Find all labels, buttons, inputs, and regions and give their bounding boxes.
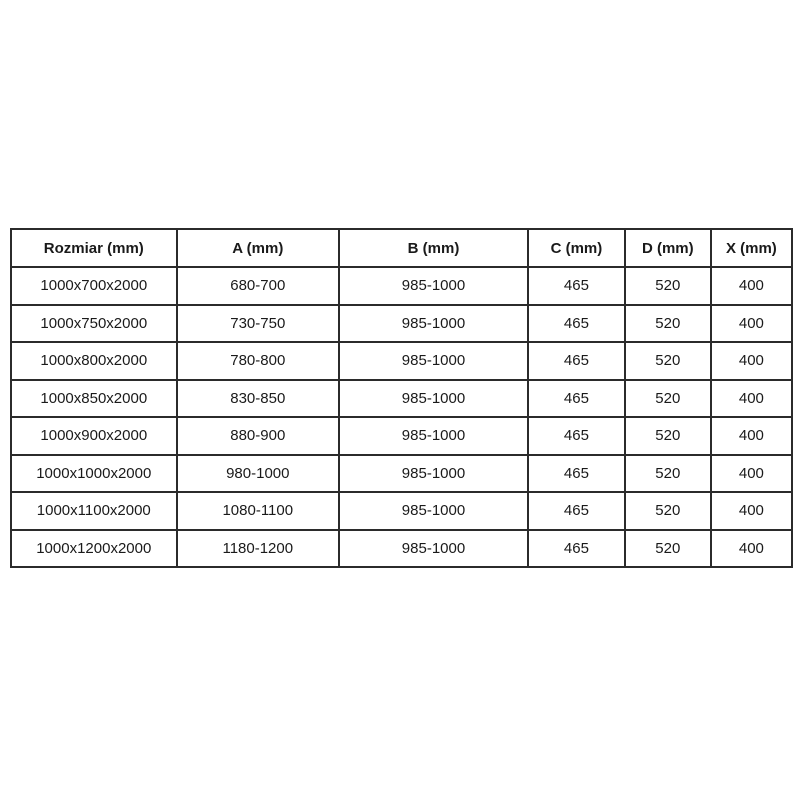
table-cell: 520 (625, 342, 711, 380)
table-cell: 400 (711, 305, 792, 343)
table-cell: 985-1000 (339, 380, 528, 418)
column-header-2: A (mm) (177, 229, 339, 267)
table-cell: 465 (528, 530, 625, 568)
column-header-5: D (mm) (625, 229, 711, 267)
table-cell: 1000x900x2000 (11, 417, 177, 455)
table-cell: 985-1000 (339, 530, 528, 568)
table-cell: 520 (625, 417, 711, 455)
table-cell: 1080-1100 (177, 492, 339, 530)
table-row (11, 417, 792, 455)
table-cell: 400 (711, 380, 792, 418)
table-cell: 465 (528, 492, 625, 530)
table-body (11, 267, 792, 567)
table-cell: 400 (711, 342, 792, 380)
table-row (11, 380, 792, 418)
table-cell: 520 (625, 380, 711, 418)
table-cell: 1000x1100x2000 (11, 492, 177, 530)
table-cell: 1000x1200x2000 (11, 530, 177, 568)
table-cell: 400 (711, 455, 792, 493)
table-cell: 465 (528, 455, 625, 493)
table-cell: 465 (528, 417, 625, 455)
column-header-4: C (mm) (528, 229, 625, 267)
table-row (11, 342, 792, 380)
table-cell: 1000x850x2000 (11, 380, 177, 418)
table-row (11, 305, 792, 343)
table-row (11, 267, 792, 305)
table-cell: 1000x800x2000 (11, 342, 177, 380)
table-cell: 520 (625, 455, 711, 493)
column-header-6: X (mm) (711, 229, 792, 267)
table-cell: 1000x750x2000 (11, 305, 177, 343)
table-cell: 985-1000 (339, 455, 528, 493)
table-cell: 680-700 (177, 267, 339, 305)
table-cell: 985-1000 (339, 267, 528, 305)
table-cell: 465 (528, 380, 625, 418)
table-cell: 520 (625, 267, 711, 305)
table-cell: 400 (711, 530, 792, 568)
table-cell: 985-1000 (339, 342, 528, 380)
table-cell: 985-1000 (339, 417, 528, 455)
table-cell: 780-800 (177, 342, 339, 380)
table-cell: 465 (528, 342, 625, 380)
table-cell: 400 (711, 417, 792, 455)
table-row (11, 492, 792, 530)
table-header-row (11, 229, 792, 267)
table-cell: 980-1000 (177, 455, 339, 493)
table-cell: 520 (625, 305, 711, 343)
table-cell: 465 (528, 305, 625, 343)
dimensions-table (10, 228, 793, 568)
table-header (11, 229, 792, 267)
table-cell: 880-900 (177, 417, 339, 455)
table-cell: 520 (625, 492, 711, 530)
table-row (11, 530, 792, 568)
table-row (11, 455, 792, 493)
table-cell: 520 (625, 530, 711, 568)
table-cell: 1000x1000x2000 (11, 455, 177, 493)
table-cell: 730-750 (177, 305, 339, 343)
table-cell: 985-1000 (339, 492, 528, 530)
table-cell: 400 (711, 492, 792, 530)
table-cell: 465 (528, 267, 625, 305)
column-header-3: B (mm) (339, 229, 528, 267)
table-cell: 1000x700x2000 (11, 267, 177, 305)
table-cell: 830-850 (177, 380, 339, 418)
column-header-1: Rozmiar (mm) (11, 229, 177, 267)
table-cell: 985-1000 (339, 305, 528, 343)
table-cell: 400 (711, 267, 792, 305)
table-cell: 1180-1200 (177, 530, 339, 568)
